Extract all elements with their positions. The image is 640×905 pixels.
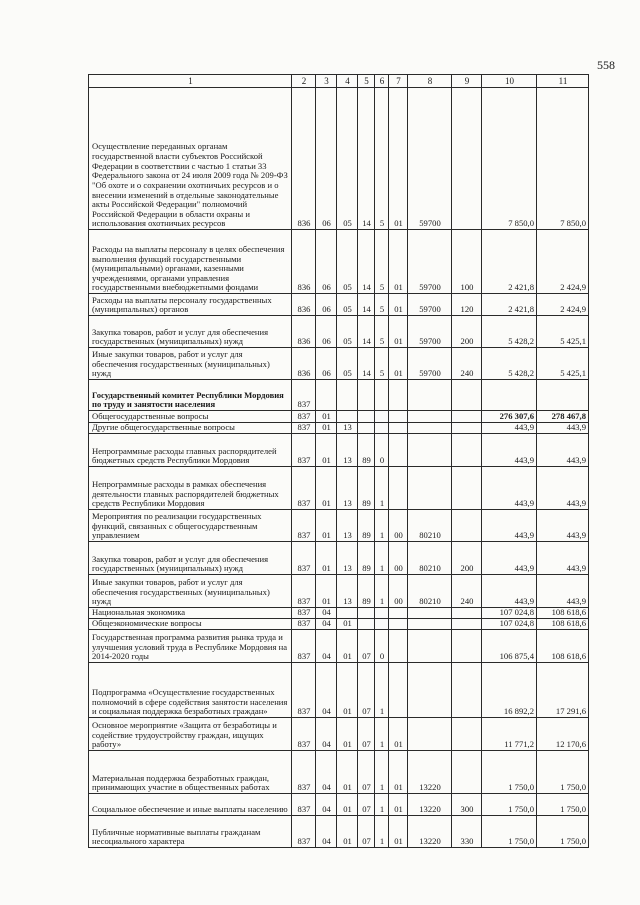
row-name-cell: Расходы на выплаты персоналу в целях обеспечения выполнения функций государственными (муниципальными) органами, казенными учреждениями, органами управления государственными внебюджетными фондами [89,230,292,294]
amount-year1-cell: 2 421,8 [482,230,537,294]
code-cell: 01 [389,751,408,794]
code-cell: 837 [292,575,316,608]
table-row [89,230,589,294]
code-cell: 5 [375,316,389,348]
code-cell [358,619,375,630]
table-row [89,619,589,630]
code-cell: 0 [375,630,389,663]
code-cell: 01 [389,230,408,294]
code-cell: 04 [316,608,337,619]
amount-year1-cell: 443,9 [482,542,537,575]
code-cell: 01 [316,411,337,423]
code-cell [316,380,337,411]
code-cell [389,423,408,434]
code-cell: 13220 [408,751,452,794]
amount-year1-cell: 7 850,0 [482,88,537,230]
code-cell: 837 [292,663,316,718]
header-cell: 10 [482,75,537,88]
code-cell: 1 [375,751,389,794]
code-cell: 01 [337,816,358,848]
header-cell: 4 [337,75,358,88]
amount-year1-cell: 1 750,0 [482,751,537,794]
code-cell: 06 [316,348,337,380]
amount-year1-cell: 443,9 [482,510,537,542]
code-cell: 13 [337,434,358,467]
code-cell [408,608,452,619]
code-cell: 837 [292,542,316,575]
amount-year2-cell: 7 850,0 [537,88,589,230]
header-row [89,75,589,88]
amount-year2-cell: 1 750,0 [537,816,589,848]
code-cell [375,608,389,619]
amount-year2-cell: 2 424,9 [537,230,589,294]
code-cell: 13220 [408,816,452,848]
code-cell: 836 [292,316,316,348]
code-cell: 300 [452,794,482,816]
code-cell: 80210 [408,575,452,608]
code-cell: 837 [292,794,316,816]
header-cell: 6 [375,75,389,88]
code-cell: 59700 [408,316,452,348]
row-name-cell: Закупка товаров, работ и услуг для обеспечения государственных (муниципальных) нужд [89,542,292,575]
code-cell: 837 [292,510,316,542]
header-cell: 9 [452,75,482,88]
code-cell [452,718,482,751]
code-cell: 330 [452,816,482,848]
amount-year2-cell: 443,9 [537,423,589,434]
code-cell: 00 [389,542,408,575]
code-cell: 836 [292,348,316,380]
code-cell [408,467,452,510]
code-cell: 01 [389,316,408,348]
amount-year2-cell: 5 425,1 [537,316,589,348]
code-cell [408,663,452,718]
code-cell: 01 [316,510,337,542]
code-cell [452,88,482,230]
code-cell [389,608,408,619]
code-cell: 13 [337,423,358,434]
amount-year2-cell: 443,9 [537,575,589,608]
code-cell: 07 [358,718,375,751]
code-cell: 836 [292,294,316,316]
code-cell: 01 [389,348,408,380]
header-cell: 1 [89,75,292,88]
header-cell: 11 [537,75,589,88]
code-cell: 07 [358,630,375,663]
row-name-cell: Государственный комитет Республики Мордовия по труду и занятости населения [89,380,292,411]
code-cell: 837 [292,718,316,751]
code-cell: 01 [337,630,358,663]
code-cell: 13220 [408,794,452,816]
code-cell [375,423,389,434]
code-cell [358,380,375,411]
budget-table [88,74,589,848]
code-cell: 1 [375,794,389,816]
code-cell: 1 [375,510,389,542]
code-cell: 14 [358,230,375,294]
header-cell: 7 [389,75,408,88]
code-cell: 1 [375,663,389,718]
code-cell [452,411,482,423]
code-cell: 89 [358,467,375,510]
code-cell: 01 [337,718,358,751]
code-cell: 5 [375,88,389,230]
code-cell: 04 [316,630,337,663]
amount-year2-cell: 108 618,6 [537,619,589,630]
header-cell: 5 [358,75,375,88]
code-cell: 59700 [408,294,452,316]
code-cell: 04 [316,751,337,794]
table-row [89,542,589,575]
amount-year2-cell: 1 750,0 [537,794,589,816]
code-cell [375,619,389,630]
code-cell: 04 [316,816,337,848]
code-cell: 1 [375,718,389,751]
table-row [89,88,589,230]
table-row [89,575,589,608]
row-name-cell: Материальная поддержка безработных граждан, принимающих участие в общественных работах [89,751,292,794]
row-name-cell: Государственная программа развития рынка труда и улучшения условий труда в Республике Мордовия на 2014-2020 годы [89,630,292,663]
row-name-cell: Непрограммные расходы главных распорядителей бюджетных средств Республики Мордовия [89,434,292,467]
code-cell: 06 [316,88,337,230]
code-cell: 01 [316,434,337,467]
code-cell: 5 [375,230,389,294]
code-cell [389,663,408,718]
code-cell: 836 [292,88,316,230]
code-cell [408,380,452,411]
code-cell [452,630,482,663]
row-name-cell: Публичные нормативные выплаты гражданам несоциального характера [89,816,292,848]
amount-year1-cell: 443,9 [482,423,537,434]
code-cell: 200 [452,316,482,348]
code-cell: 04 [316,794,337,816]
code-cell: 07 [358,751,375,794]
code-cell: 01 [316,423,337,434]
code-cell: 00 [389,575,408,608]
code-cell: 01 [316,575,337,608]
row-name-cell: Расходы на выплаты персоналу государственных (муниципальных) органов [89,294,292,316]
table-row [89,816,589,848]
code-cell [358,608,375,619]
table-row [89,294,589,316]
amount-year2-cell: 108 618,6 [537,608,589,619]
code-cell: 14 [358,88,375,230]
table-row [89,751,589,794]
code-cell: 13 [337,467,358,510]
page-number: 558 [597,58,615,72]
code-cell [408,630,452,663]
code-cell: 04 [316,663,337,718]
amount-year1-cell: 106 875,4 [482,630,537,663]
code-cell: 1 [375,575,389,608]
code-cell: 01 [389,794,408,816]
code-cell: 01 [389,718,408,751]
code-cell: 14 [358,348,375,380]
code-cell: 89 [358,434,375,467]
amount-year1-cell: 11 771,2 [482,718,537,751]
amount-year1-cell: 276 307,6 [482,411,537,423]
row-name-cell: Иные закупки товаров, работ и услуг для обеспечения государственных (муниципальных) нужд [89,575,292,608]
code-cell: 01 [389,88,408,230]
code-cell: 59700 [408,230,452,294]
code-cell: 00 [389,510,408,542]
code-cell: 837 [292,423,316,434]
code-cell [389,434,408,467]
row-name-cell: Иные закупки товаров, работ и услуг для обеспечения государственных (муниципальных) нужд [89,348,292,380]
table-row [89,510,589,542]
code-cell: 04 [316,718,337,751]
row-name-cell: Непрограммные расходы в рамках обеспечения деятельности главных распорядителей бюджетных средств Республики Мордовия [89,467,292,510]
amount-year2-cell: 5 425,1 [537,348,589,380]
code-cell: 837 [292,619,316,630]
code-cell: 100 [452,230,482,294]
code-cell: 06 [316,294,337,316]
table-row [89,630,589,663]
row-name-cell: Подпрограмма «Осуществление государственных полномочий в сфере содействия занятости населения и социальная поддержка безработных граждан» [89,663,292,718]
row-name-cell: Социальное обеспечение и иные выплаты населению [89,794,292,816]
amount-year2-cell: 443,9 [537,510,589,542]
table-row [89,434,589,467]
code-cell [389,619,408,630]
code-cell: 14 [358,294,375,316]
amount-year2-cell: 443,9 [537,434,589,467]
code-cell: 240 [452,575,482,608]
code-cell: 89 [358,542,375,575]
code-cell [337,411,358,423]
amount-year2-cell: 108 618,6 [537,630,589,663]
amount-year2-cell: 443,9 [537,467,589,510]
table-row [89,794,589,816]
code-cell: 837 [292,380,316,411]
row-name-cell: Национальная экономика [89,608,292,619]
amount-year2-cell [537,380,589,411]
amount-year2-cell: 12 170,6 [537,718,589,751]
code-cell [408,423,452,434]
amount-year1-cell: 1 750,0 [482,816,537,848]
code-cell: 05 [337,348,358,380]
code-cell: 1 [375,467,389,510]
table-row [89,663,589,718]
table-row [89,608,589,619]
code-cell [358,423,375,434]
code-cell [389,467,408,510]
row-name-cell: Мероприятия по реализации государственных функций, связанных с общегосударственным управлением [89,510,292,542]
code-cell [389,411,408,423]
code-cell: 07 [358,816,375,848]
code-cell [452,423,482,434]
code-cell [452,467,482,510]
amount-year1-cell [482,380,537,411]
row-name-cell: Закупка товаров, работ и услуг для обеспечения государственных (муниципальных) нужд [89,316,292,348]
code-cell [375,380,389,411]
code-cell: 01 [389,816,408,848]
code-cell: 89 [358,575,375,608]
row-name-cell: Основное мероприятие «Защита от безработицы и содействие трудоустройству граждан, ищущих работу» [89,718,292,751]
code-cell: 04 [316,619,337,630]
header-cell: 3 [316,75,337,88]
code-cell: 07 [358,794,375,816]
code-cell: 5 [375,294,389,316]
header-cell: 2 [292,75,316,88]
table-row [89,718,589,751]
code-cell: 837 [292,434,316,467]
code-cell: 05 [337,230,358,294]
table-row [89,467,589,510]
amount-year2-cell: 1 750,0 [537,751,589,794]
row-name-cell: Другие общегосударственные вопросы [89,423,292,434]
code-cell: 836 [292,230,316,294]
amount-year1-cell: 443,9 [482,434,537,467]
code-cell: 05 [337,294,358,316]
code-cell [452,608,482,619]
code-cell: 240 [452,348,482,380]
table-row [89,380,589,411]
table-row [89,423,589,434]
code-cell [452,380,482,411]
code-cell: 200 [452,542,482,575]
code-cell [452,434,482,467]
code-cell [389,630,408,663]
table-row [89,411,589,423]
code-cell [358,411,375,423]
code-cell: 01 [337,619,358,630]
code-cell: 06 [316,230,337,294]
amount-year2-cell: 17 291,6 [537,663,589,718]
amount-year1-cell: 5 428,2 [482,348,537,380]
code-cell: 89 [358,510,375,542]
code-cell: 07 [358,663,375,718]
code-cell [375,411,389,423]
code-cell: 120 [452,294,482,316]
amount-year1-cell: 5 428,2 [482,316,537,348]
code-cell [389,380,408,411]
code-cell: 01 [389,294,408,316]
amount-year1-cell: 443,9 [482,575,537,608]
code-cell: 1 [375,816,389,848]
code-cell [452,510,482,542]
table-row [89,348,589,380]
code-cell: 0 [375,434,389,467]
code-cell [452,619,482,630]
code-cell: 837 [292,751,316,794]
amount-year1-cell: 2 421,8 [482,294,537,316]
code-cell: 59700 [408,88,452,230]
amount-year2-cell: 278 467,8 [537,411,589,423]
row-name-cell: Общегосударственные вопросы [89,411,292,423]
amount-year2-cell: 2 424,9 [537,294,589,316]
code-cell: 01 [316,542,337,575]
code-cell: 13 [337,510,358,542]
code-cell [408,411,452,423]
code-cell [408,718,452,751]
code-cell: 837 [292,816,316,848]
amount-year2-cell: 443,9 [537,542,589,575]
code-cell: 01 [337,794,358,816]
code-cell [337,608,358,619]
code-cell: 5 [375,348,389,380]
table-row [89,316,589,348]
amount-year1-cell: 1 750,0 [482,794,537,816]
code-cell: 01 [337,663,358,718]
code-cell: 1 [375,542,389,575]
amount-year1-cell: 107 024,8 [482,619,537,630]
code-cell: 01 [337,751,358,794]
header-cell: 8 [408,75,452,88]
code-cell: 13 [337,575,358,608]
code-cell: 837 [292,608,316,619]
amount-year1-cell: 443,9 [482,467,537,510]
code-cell [337,380,358,411]
code-cell: 837 [292,630,316,663]
code-cell: 59700 [408,348,452,380]
code-cell [408,434,452,467]
code-cell: 837 [292,411,316,423]
row-name-cell: Общеэкономические вопросы [89,619,292,630]
code-cell: 05 [337,316,358,348]
amount-year1-cell: 16 892,2 [482,663,537,718]
row-name-cell: Осуществление переданных органам государственной власти субъектов Российской Федерации в соответствии с частью 1 статьи 33 Федерального закона от 24 июля 2009 года № 209-ФЗ "Об охоте и о сохранении охотничьих ресурсов и о внесении изменений в отдельные законодательные акты Российской Федерации" полномочий Российской Федерации в области охраны и использования охотничьих ресурсов [89,88,292,230]
code-cell: 01 [316,467,337,510]
code-cell: 13 [337,542,358,575]
code-cell [452,751,482,794]
code-cell [452,663,482,718]
code-cell: 06 [316,316,337,348]
code-cell [408,619,452,630]
code-cell: 80210 [408,542,452,575]
amount-year1-cell: 107 024,8 [482,608,537,619]
code-cell: 05 [337,88,358,230]
code-cell: 14 [358,316,375,348]
code-cell: 837 [292,467,316,510]
code-cell: 80210 [408,510,452,542]
